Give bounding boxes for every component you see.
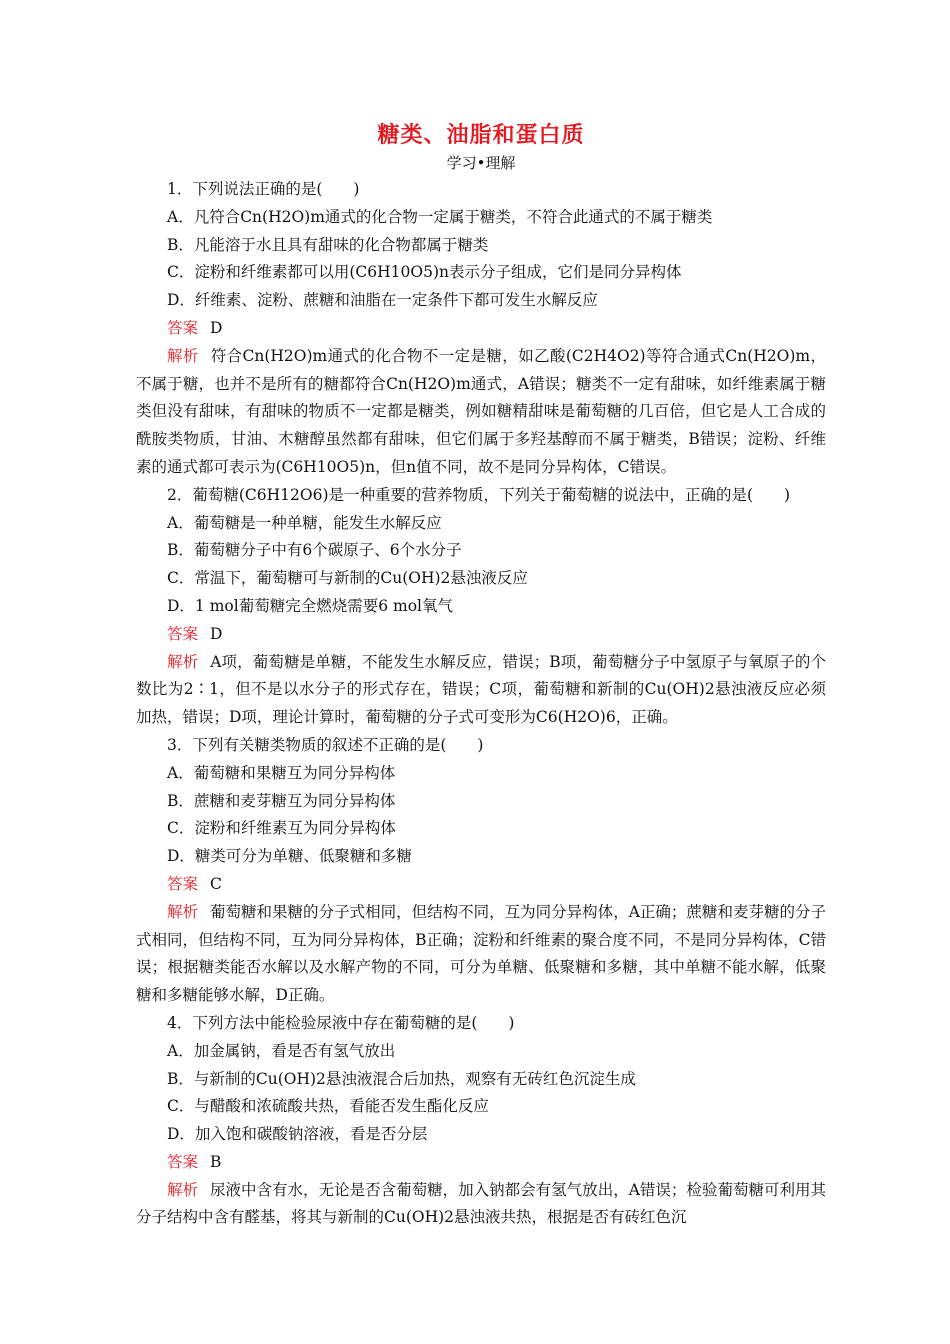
analysis-text: 葡萄糖和果糖的分子式相同，但结构不同，互为同分异构体，A正确；蔗糖和麦芽糖的分子式相同，但结构不同，互为同分异构体，B正确；淀粉和纤维素的聚合度不同，不是同分异构体，C错误；根据糖类能否水解以及水解产物的不同，可分为单糖、低聚糖和多糖，其中单糖不能水解，低聚糖和多糖能够水解，D正确。 (136, 902, 826, 1005)
option-c: C．常温下，葡萄糖可与新制的Cu(OH)2悬浊液反应 (167, 569, 528, 588)
option-b: B．葡萄糖分子中有6个碳原子、6个水分子 (167, 541, 462, 560)
question-stem: 4．下列方法中能检验尿液中存在葡萄糖的是( ) (167, 1013, 515, 1032)
page-title: 糖类、油脂和蛋白质 (377, 122, 585, 148)
option-d: D．纤维素、淀粉、蔗糖和油脂在一定条件下都可发生水解反应 (167, 291, 598, 310)
question-stem: 1．下列说法正确的是( ) (167, 180, 360, 198)
question-1 (136, 176, 826, 482)
analysis-text: 尿液中含有水，无论是否含葡萄糖，加入钠都会有氢气放出，A错误；检验葡萄糖可利用其分子结构中含有醛基，将其与新制的Cu(OH)2悬浊液共热，根据是否有砖红色沉 (136, 1180, 826, 1227)
answer-line (136, 1149, 826, 1177)
analysis-text: 符合Cn(H2O)m通式的化合物不一定是糖，如乙酸(C2H4O2)等符合通式Cn(H2O)m，不属于糖，也并不是所有的糖都符合Cn(H2O)m通式，A错误；糖类不一定有甜味，如纤维素属于糖类但没有甜味，有甜味的物质不一定都是糖类，例如糖精甜味是葡萄糖的几百倍，但它是人工合成的酰胺类物质，甘油、木糖醇虽然都有甜味，但它们属于多羟基醇而不属于糖类，B错误；淀粉、纤维素的通式都可表示为(C6H10O5)n，但n值不同，故不是同分异构体，C错误。 (136, 346, 826, 476)
answer-line (136, 315, 826, 343)
option-a: A．加金属钠，看是否有氢气放出 (167, 1041, 396, 1060)
question-stem: 2．葡萄糖(C6H12O6)是一种重要的营养物质，下列关于葡萄糖的说法中，正确的是( ) (167, 485, 791, 504)
option-d: D．1 mol葡萄糖完全燃烧需要6 mol氧气 (167, 596, 453, 615)
analysis-paragraph (136, 343, 826, 482)
page-subtitle: 学习•理解 (446, 154, 516, 172)
answer-line (136, 871, 826, 899)
answer-label: 答案 (167, 624, 199, 643)
answer-label: 答案 (167, 318, 199, 337)
analysis-label: 解析 (167, 1180, 199, 1199)
option-c: C．淀粉和纤维素互为同分异构体 (167, 819, 396, 838)
analysis-label: 解析 (167, 902, 199, 921)
answer-line (136, 621, 826, 649)
answer-value: B (210, 1152, 222, 1171)
answer-value: D (210, 318, 223, 337)
analysis-label: 解析 (167, 652, 199, 671)
analysis-label: 解析 (167, 346, 199, 365)
document-page (136, 118, 826, 1232)
question-3 (136, 732, 826, 1010)
analysis-text: A项，葡萄糖是单糖，不能发生水解反应，错误；B项，葡萄糖分子中氢原子与氧原子的个数比为2∶1，但不是以水分子的形式存在，错误；C项，葡萄糖和新制的Cu(OH)2悬浊液反应必须加热，错误；D项，理论计算时，葡萄糖的分子式可变形为C6(H2O)6，正确。 (136, 652, 826, 727)
option-c: C．与醋酸和浓硫酸共热，看能否发生酯化反应 (167, 1097, 489, 1116)
option-b: B．凡能溶于水且具有甜味的化合物都属于糖类 (167, 235, 489, 254)
option-a: A．葡萄糖和果糖互为同分异构体 (167, 763, 396, 782)
option-d: D．加入饱和碳酸钠溶液，看是否分层 (167, 1125, 428, 1144)
answer-value: C (210, 874, 222, 893)
question-stem: 3．下列有关糖类物质的叙述不正确的是( ) (167, 735, 484, 754)
option-b: B．与新制的Cu(OH)2悬浊液混合后加热，观察有无砖红色沉淀生成 (167, 1069, 636, 1088)
question-4 (136, 1010, 826, 1232)
option-a: A．凡符合Cn(H2O)m通式的化合物一定属于糖类，不符合此通式的不属于糖类 (167, 207, 713, 226)
answer-value: D (210, 624, 223, 643)
answer-label: 答案 (167, 874, 199, 893)
option-a: A．葡萄糖是一种单糖，能发生水解反应 (167, 513, 442, 532)
answer-label: 答案 (167, 1152, 199, 1171)
option-b: B．蔗糖和麦芽糖互为同分异构体 (167, 791, 396, 810)
analysis-paragraph (136, 1177, 826, 1233)
analysis-paragraph (136, 649, 826, 732)
option-d: D．糖类可分为单糖、低聚糖和多糖 (167, 847, 412, 866)
option-c: C．淀粉和纤维素都可以用(C6H10O5)n表示分子组成，它们是同分异构体 (167, 263, 682, 282)
analysis-paragraph (136, 899, 826, 1010)
question-2 (136, 482, 826, 732)
